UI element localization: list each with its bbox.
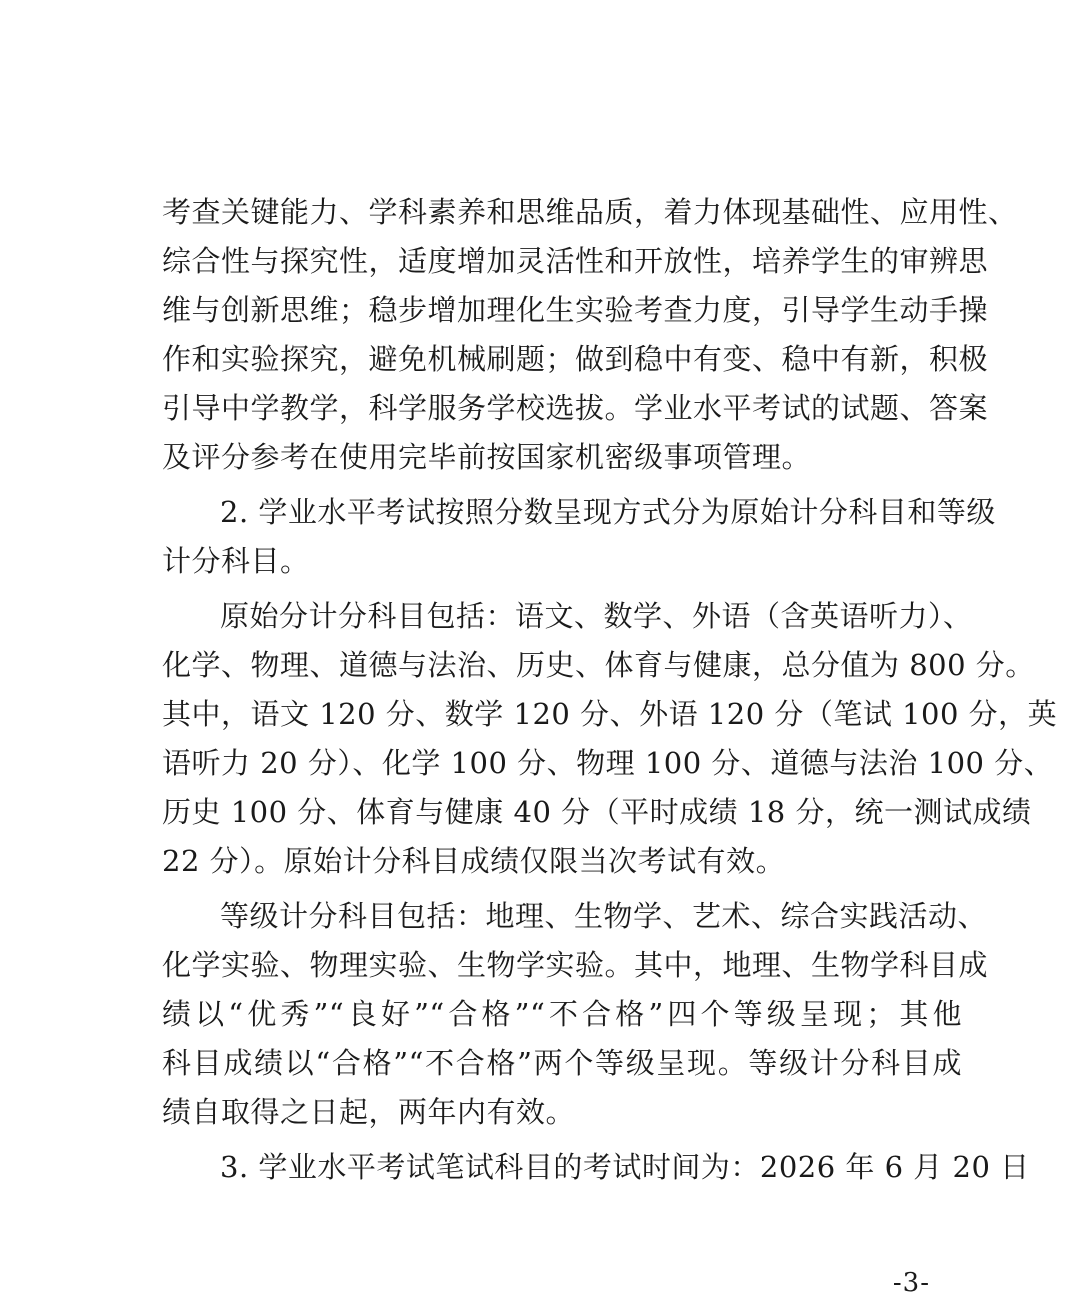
paragraph-item-3 (162, 1143, 1030, 1192)
text-line: 语听力 20 分）、化学 100 分、物理 100 分、道德与法治 100 分、 (162, 746, 1054, 780)
text-line: 3. 学业水平考试笔试科目的考试时间为：2026 年 6 月 20 日 (220, 1150, 1030, 1184)
text-line: 维与创新思维；稳步增加理化生实验考查力度，引导学生动手操 (162, 293, 989, 327)
paragraph-raw-score-subjects (162, 592, 1058, 886)
text-line: 绩以“优秀”“良好”“合格”“不合格”四个等级呈现；其他 (162, 997, 962, 1031)
paragraph-exam-content (162, 188, 1018, 482)
text-line: 引导中学教学，科学服务学校选拔。学业水平考试的试题、答案 (162, 391, 989, 425)
text-line: 2. 学业水平考试按照分数呈现方式分为原始计分科目和等级 (220, 495, 996, 529)
text-line: 绩自取得之日起，两年内有效。 (162, 1095, 576, 1129)
text-line: 等级计分科目包括：地理、生物学、艺术、综合实践活动、 (220, 899, 988, 933)
text-line: 作和实验探究，避免机械刷题；做到稳中有变、稳中有新，积极 (162, 342, 989, 376)
text-line: 其中，语文 120 分、数学 120 分、外语 120 分（笔试 100 分，英 (162, 697, 1058, 731)
text-line: 22 分）。原始计分科目成绩仅限当次考试有效。 (162, 844, 786, 878)
text-line: 计分科目。 (162, 544, 310, 578)
text-line: 科目成绩以“合格”“不合格”两个等级呈现。等级计分科目成 (162, 1046, 962, 1080)
paragraph-item-2 (162, 488, 996, 586)
text-line: 原始分计分科目包括：语文、数学、外语（含英语听力）、 (220, 599, 973, 633)
text-line: 历史 100 分、体育与健康 40 分（平时成绩 18 分，统一测试成绩 (162, 795, 1032, 829)
page-number: -3- (892, 1268, 930, 1298)
paragraph-graded-subjects (162, 892, 989, 1137)
text-line: 化学、物理、道德与法治、历史、体育与健康，总分值为 800 分。 (162, 648, 1035, 682)
text-line: 考查关键能力、学科素养和思维品质，着力体现基础性、应用性、 (162, 195, 1018, 229)
text-line: 综合性与探究性，适度增加灵活性和开放性，培养学生的审辨思 (162, 244, 989, 278)
text-line: 及评分参考在使用完毕前按国家机密级事项管理。 (162, 440, 812, 474)
document-body (162, 188, 1058, 1192)
text-line: 化学实验、物理实验、生物学实验。其中，地理、生物学科目成 (162, 948, 989, 982)
